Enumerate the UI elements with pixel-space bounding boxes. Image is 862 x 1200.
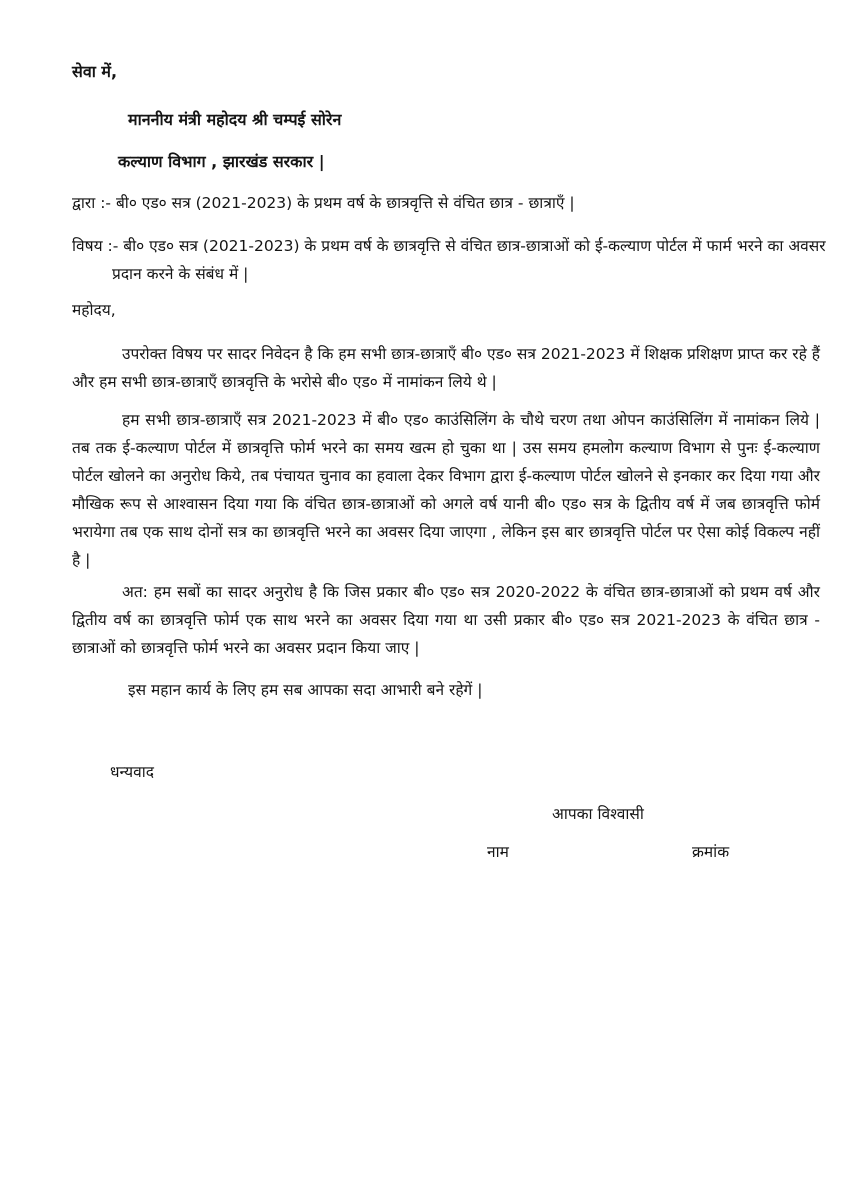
from-line: द्वारा :- बी० एड० सत्र (2021-2023) के प्रथम वर्ष के छात्रवृत्ति से वंचित छात्र - छात्राएँ | [72,194,575,212]
recipient-name: माननीय मंत्री महोदय श्री चम्पई सोरेन [128,110,342,129]
paragraph-1: उपरोक्त विषय पर सादर निवेदन है कि हम सभी छात्र-छात्राएँ बी० एड० सत्र 2021-2023 में शिक्षक प्रशिक्षण प्राप्त कर रहे हैं और हम सभी छात्र-छात्राएँ छात्रवृत्ति के भरोसे बी० एड० में नामांकन लिये थे | [72,345,821,391]
salutation-to: सेवा में, [72,62,118,81]
closing: आपका विश्वासी [552,805,644,823]
paragraph-3: अत: हम सबों का सादर अनुरोध है कि जिस प्रकार बी० एड० सत्र 2020-2022 के वंचित छात्र-छात्राओं को प्रथम वर्ष और द्वितीय वर्ष का छात्रवृत्ति फोर्म एक साथ भरने का अवसर दिया गया था उसी प्रकार बी० एड० सत्र 2021-2023 के वंचित छात्र - छात्राओं को छात्रवृत्ति फोर्म भरने का अवसर प्रदान किया जाए | [72,583,820,657]
greeting: महोदय, [72,301,116,319]
paragraph-4: इस महान कार्य के लिए हम सब आपका सदा आभारी बने रहेगें | [128,681,483,699]
serial-number-label: क्रमांक [692,843,730,861]
thanks: धन्यवाद [110,763,154,781]
subject-line: विषय :- बी० एड० सत्र (2021-2023) के प्रथम वर्ष के छात्रवृत्ति से वंचित छात्र-छात्राओं को ई-कल्याण पोर्टल में फार्म भरने का अवसर प्रदान करने के संबंध में | [72,237,826,283]
paragraph-2: हम सभी छात्र-छात्राएँ सत्र 2021-2023 में बी० एड० काउंसिलिंग के चौथे चरण तथा ओपन काउंसिलिंग में नामांकन लिये | तब तक ई-कल्याण पोर्टल में छात्रवृत्ति फोर्म भरने का समय खत्म हो चुका था | उस समय हमलोग कल्याण विभाग से पुनः ई-कल्याण पोर्टल खोलने का अनुरोध किये, तब पंचायत चुनाव का हवाला देकर विभाग द्वारा ई-कल्याण पोर्टल खोलने से इनकार कर दिया गया और मौखिक रूप से आश्वासन दिया गया कि वंचित छात्र-छात्राओं को अगले वर्ष यानी बी० एड० सत्र के द्वितीय वर्ष में जब छात्रवृत्ति फोर्म भरायेगा तब एक साथ दोनों सत्र का छात्रवृत्ति भरने का अवसर दिया जाएगा , लेकिन इस बार छात्रवृत्ति पोर्टल पर ऐसा कोई विकल्प नहीं है | [72,411,820,569]
name-label: नाम [487,843,509,861]
recipient-department: कल्याण विभाग , झारखंड सरकार | [118,152,325,171]
